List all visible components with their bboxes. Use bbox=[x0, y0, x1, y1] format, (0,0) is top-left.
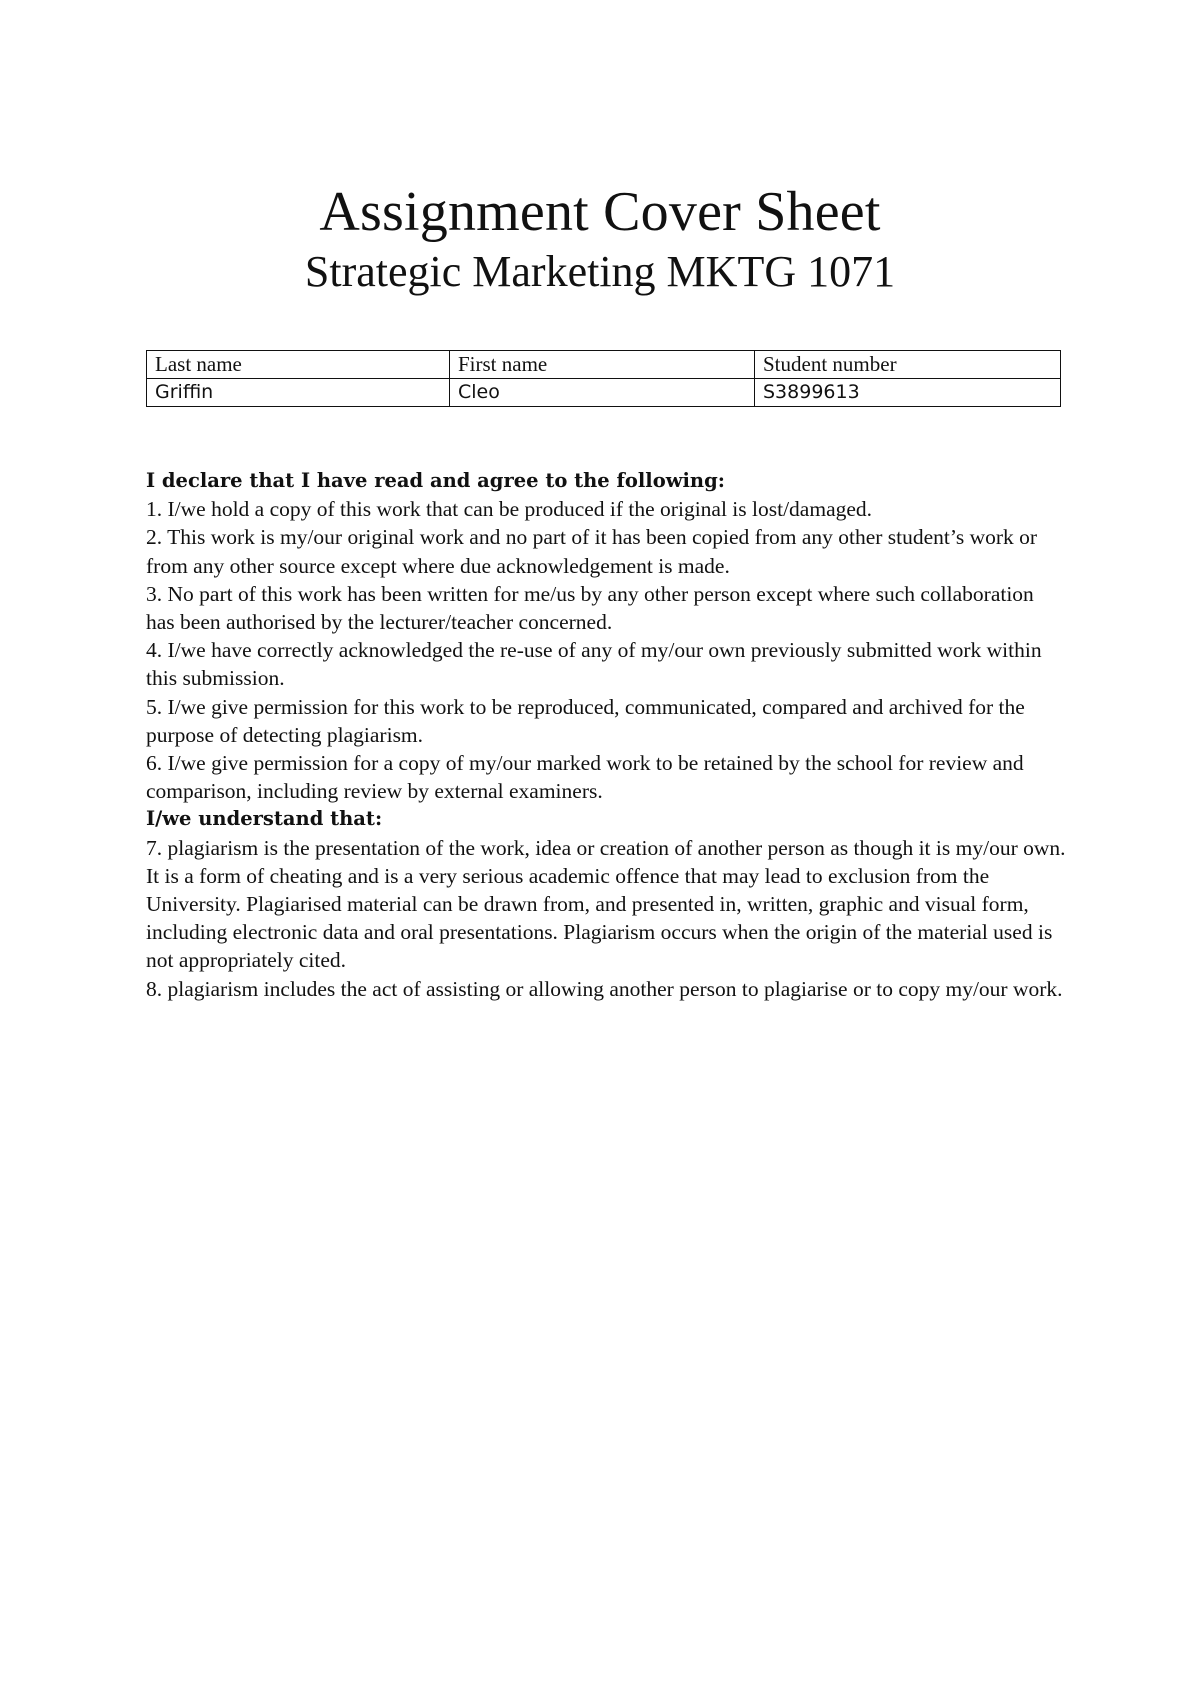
understanding-item-8: 8. plagiarism includes the act of assisting or allowing another person to plagiarise or to copy my/our work. bbox=[146, 976, 1063, 1001]
student-number-value: S3899613 bbox=[755, 379, 1061, 407]
first-name-value: Cleo bbox=[450, 379, 755, 407]
declaration-item-4: 4. I/we have correctly acknowledged the re-use of any of my/our own previously submitted work within this submission. bbox=[146, 638, 1042, 691]
student-number-header: Student number bbox=[755, 351, 1061, 379]
last-name-header: Last name bbox=[147, 351, 450, 379]
declaration-item-5: 5. I/we give permission for this work to be reproduced, communicated, compared and archived for the purpose of detecting plagiarism. bbox=[146, 694, 1025, 747]
last-name-value: Griffin bbox=[147, 379, 450, 407]
first-name-header: First name bbox=[450, 351, 755, 379]
document-title: Assignment Cover Sheet bbox=[319, 181, 881, 243]
declaration-item-3: 3. No part of this work has been written for me/us by any other person except where such collaboration has been authorised by the lecturer/teacher concerned. bbox=[146, 581, 1034, 635]
course-subtitle: Strategic Marketing MKTG 1071 bbox=[304, 247, 896, 296]
student-details-table bbox=[146, 350, 1061, 407]
declaration-section bbox=[146, 467, 1066, 1003]
table-value-row bbox=[147, 379, 1061, 407]
declaration-heading: I declare that I have read and agree to the following: bbox=[146, 469, 725, 492]
declaration-item-6: 6. I/we give permission for a copy of my/our marked work to be retained by the school for review and comparison, including review by external examiners. bbox=[146, 751, 1024, 804]
declaration-item-1: 1. I/we hold a copy of this work that can be produced if the original is lost/damaged. bbox=[146, 497, 873, 522]
declaration-item-2: 2. This work is my/our original work and no part of it has been copied from any other student’s work or from any other source except where due acknowledgement is made. bbox=[146, 525, 1038, 578]
understanding-item-7: 7. plagiarism is the presentation of the work, idea or creation of another person as though it is my/our own. It is a form of cheating and is a very serious academic offence that may lead to exclusion from the University. Plagiarised material can be drawn from, and presented in, written, graphic and visual form, including electronic data and oral presentations. Plagiarism occurs when the origin of the material used is not appropriately cited. bbox=[146, 835, 1066, 973]
table-header-row bbox=[147, 351, 1061, 379]
understanding-heading: I/we understand that: bbox=[146, 807, 383, 831]
